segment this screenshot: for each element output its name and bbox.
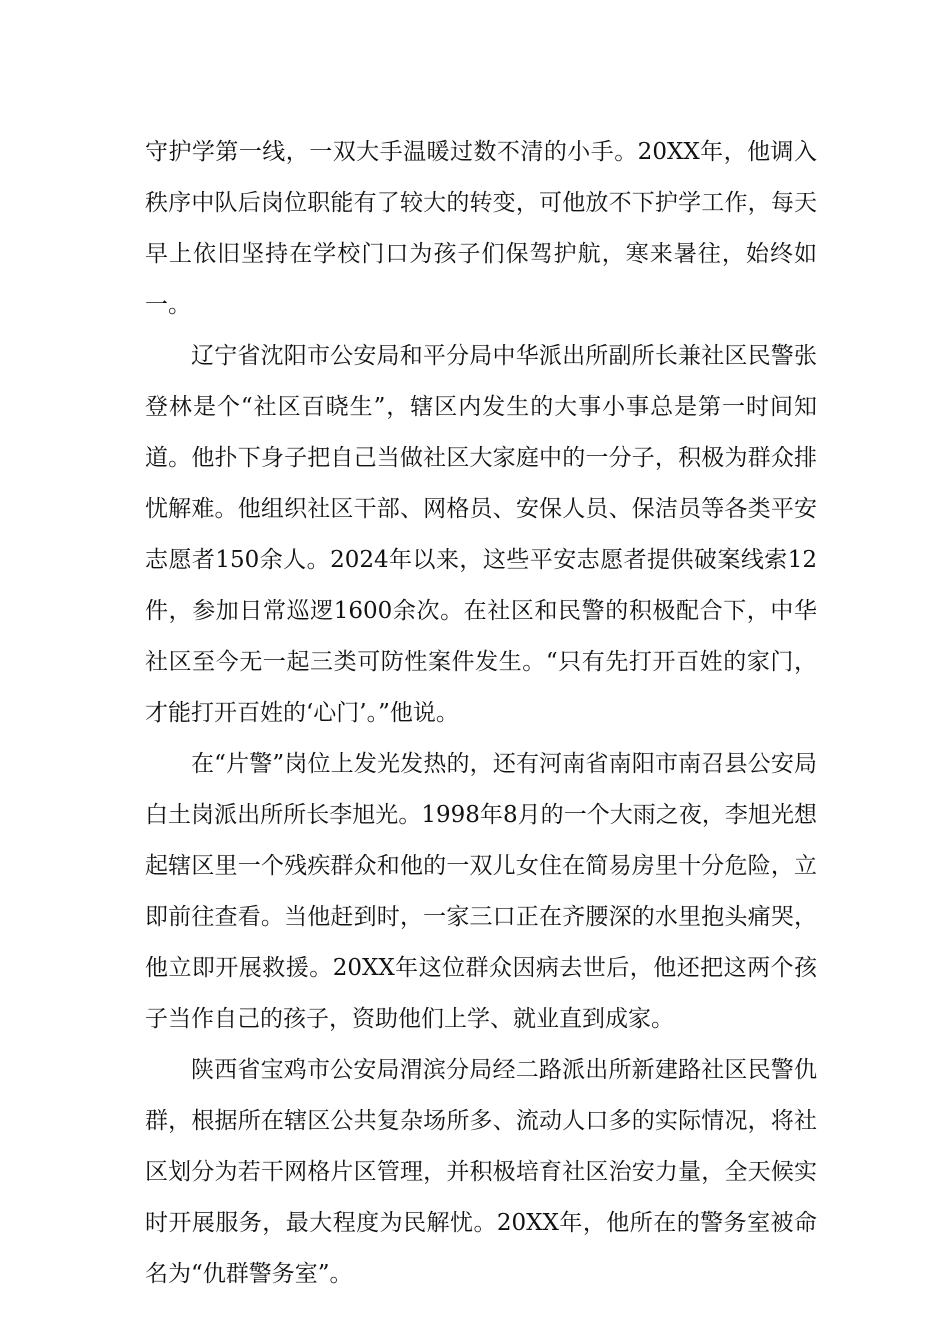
paragraph-continuation: 守护学第一线，一双大手温暖过数不清的小手。20XX年，他调入秩序中队后岗位职能有了较大的转变，可他放不下护学工作，每天早上依旧坚持在学校门口为孩子们保驾护航，寒来暑往，始终如一。 bbox=[145, 139, 817, 318]
paragraph-li-xuguang: 在“片警”岗位上发光发热的，还有河南省南阳市南召县公安局白土岗派出所所长李旭光。1998年8月的一个大雨之夜，李旭光想起辖区里一个残疾群众和他的一双儿女住在简易房里十分危险，立即前往查看。当他赶到时，一家三口正在齐腰深的水里抱头痛哭，他立即开展救援。20XX年这位群众因病去世后，他还把这两个孩子当作自己的孩子，资助他们上学、就业直到成家。 bbox=[145, 751, 817, 1032]
body-text bbox=[145, 127, 817, 1300]
paragraph-zhang-denglin: 辽宁省沈阳市公安局和平分局中华派出所副所长兼社区民警张登林是个“社区百晓生”，辖区内发生的大事小事总是第一时间知道。他扑下身子把自己当做社区大家庭中的一分子，积极为群众排忧解难。他组织社区干部、网格员、安保人员、保洁员等各类平安志愿者150余人。2024年以来，这些平安志愿者提供破案线索12件，参加日常巡逻1600余次。在社区和民警的积极配合下，中华社区至今无一起三类可防性案件发生。“只有先打开百姓的家门，才能打开百姓的‘心门’。”他说。 bbox=[145, 343, 817, 726]
paragraph-qiu-qun: 陕西省宝鸡市公安局渭滨分局经二路派出所新建路社区民警仇群，根据所在辖区公共复杂场所多、流动人口多的实际情况，将社区划分为若干网格片区管理，并积极培育社区治安力量，全天候实时开展服务，最大程度为民解忧。20XX年，他所在的警务室被命名为“仇群警务室”。 bbox=[145, 1057, 817, 1287]
